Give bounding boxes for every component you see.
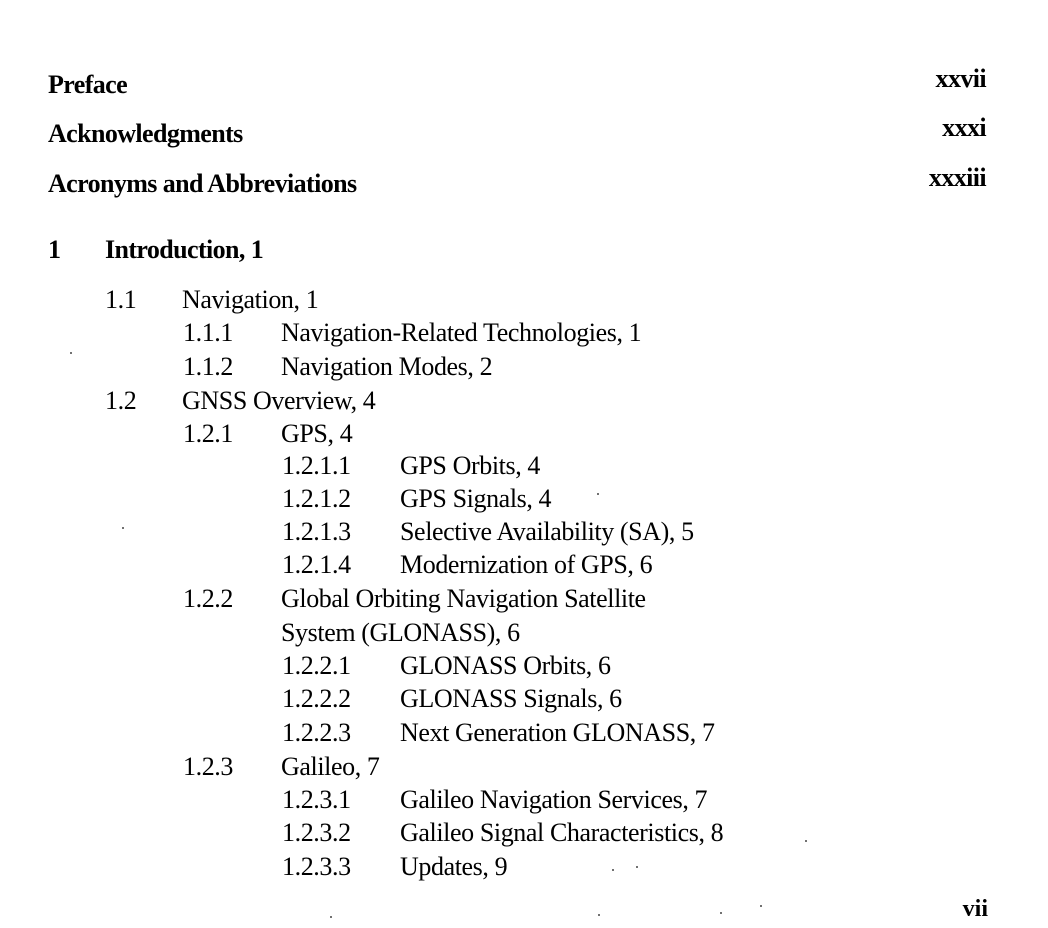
entry-number: 1.2 xyxy=(105,386,137,415)
scan-speck xyxy=(122,527,124,529)
entry-text: GLONASS Signals, 6 xyxy=(400,684,622,713)
entry-number: 1.2.2.3 xyxy=(282,718,351,747)
entry-number: 1.1 xyxy=(105,285,137,314)
entry-number: 1.2.1.4 xyxy=(282,550,351,579)
entry-text: Navigation-Related Technologies, 1 xyxy=(281,318,642,347)
scan-speck xyxy=(805,840,807,842)
page-number: vii xyxy=(962,896,988,922)
scan-speck xyxy=(330,916,332,918)
front-matter-title: Acknowledgments xyxy=(48,119,243,148)
toc-entry-continuation xyxy=(281,618,520,648)
entry-number: 1.2.2.2 xyxy=(282,684,351,713)
chapter-title: Introduction, 1 xyxy=(105,235,264,264)
entry-number: 1.2.3.2 xyxy=(282,818,351,847)
entry-text: Modernization of GPS, 6 xyxy=(400,550,653,579)
entry-number: 1.2.2.1 xyxy=(282,651,351,680)
entry-text: System (GLONASS), 6 xyxy=(281,618,520,647)
scan-speck xyxy=(597,493,599,495)
entry-number: 1.2.3.3 xyxy=(282,852,351,881)
entry-text: Next Generation GLONASS, 7 xyxy=(400,718,715,747)
entry-number: 1.1.1 xyxy=(183,318,234,347)
scan-speck xyxy=(720,912,722,914)
scan-speck xyxy=(598,914,600,916)
entry-text: Galileo Navigation Services, 7 xyxy=(400,785,708,814)
entry-number: 1.2.3.1 xyxy=(282,785,351,814)
entry-number: 1.2.1.3 xyxy=(282,517,351,546)
entry-text: Global Orbiting Navigation Satellite xyxy=(281,584,646,613)
entry-text: GPS Signals, 4 xyxy=(400,484,552,513)
chapter-number: 1 xyxy=(48,235,61,264)
entry-text: Galileo, 7 xyxy=(281,752,380,781)
entry-number: 1.2.1.1 xyxy=(282,451,351,480)
entry-number: 1.2.1.2 xyxy=(282,484,351,513)
scan-speck xyxy=(612,869,614,871)
entry-number: 1.2.2 xyxy=(183,584,234,613)
entry-text: Navigation Modes, 2 xyxy=(281,352,493,381)
entry-text: GPS Orbits, 4 xyxy=(400,451,540,480)
toc-front-matter-acknowledgments xyxy=(48,113,986,153)
scan-speck xyxy=(70,352,72,354)
entry-number: 1.2.1 xyxy=(183,419,234,448)
front-matter-page: xxxiii xyxy=(928,163,986,192)
entry-number: 1.1.2 xyxy=(183,352,234,381)
entry-text: GNSS Overview, 4 xyxy=(182,386,376,415)
scan-speck xyxy=(636,866,638,868)
toc-front-matter-preface xyxy=(48,64,986,104)
entry-text: GLONASS Orbits, 6 xyxy=(400,651,611,680)
toc-front-matter-acronyms xyxy=(48,163,986,203)
entry-text: Selective Availability (SA), 5 xyxy=(400,517,694,546)
entry-text: Updates, 9 xyxy=(400,852,508,881)
entry-text: Galileo Signal Characteristics, 8 xyxy=(400,818,724,847)
entry-text: GPS, 4 xyxy=(281,419,353,448)
front-matter-page: xxxi xyxy=(942,113,986,142)
front-matter-title: Acronyms and Abbreviations xyxy=(48,169,357,198)
scan-speck xyxy=(760,905,762,907)
entry-number: 1.2.3 xyxy=(183,752,234,781)
front-matter-title: Preface xyxy=(48,70,128,99)
entry-text: Navigation, 1 xyxy=(182,285,319,314)
front-matter-page: xxvii xyxy=(935,64,986,93)
